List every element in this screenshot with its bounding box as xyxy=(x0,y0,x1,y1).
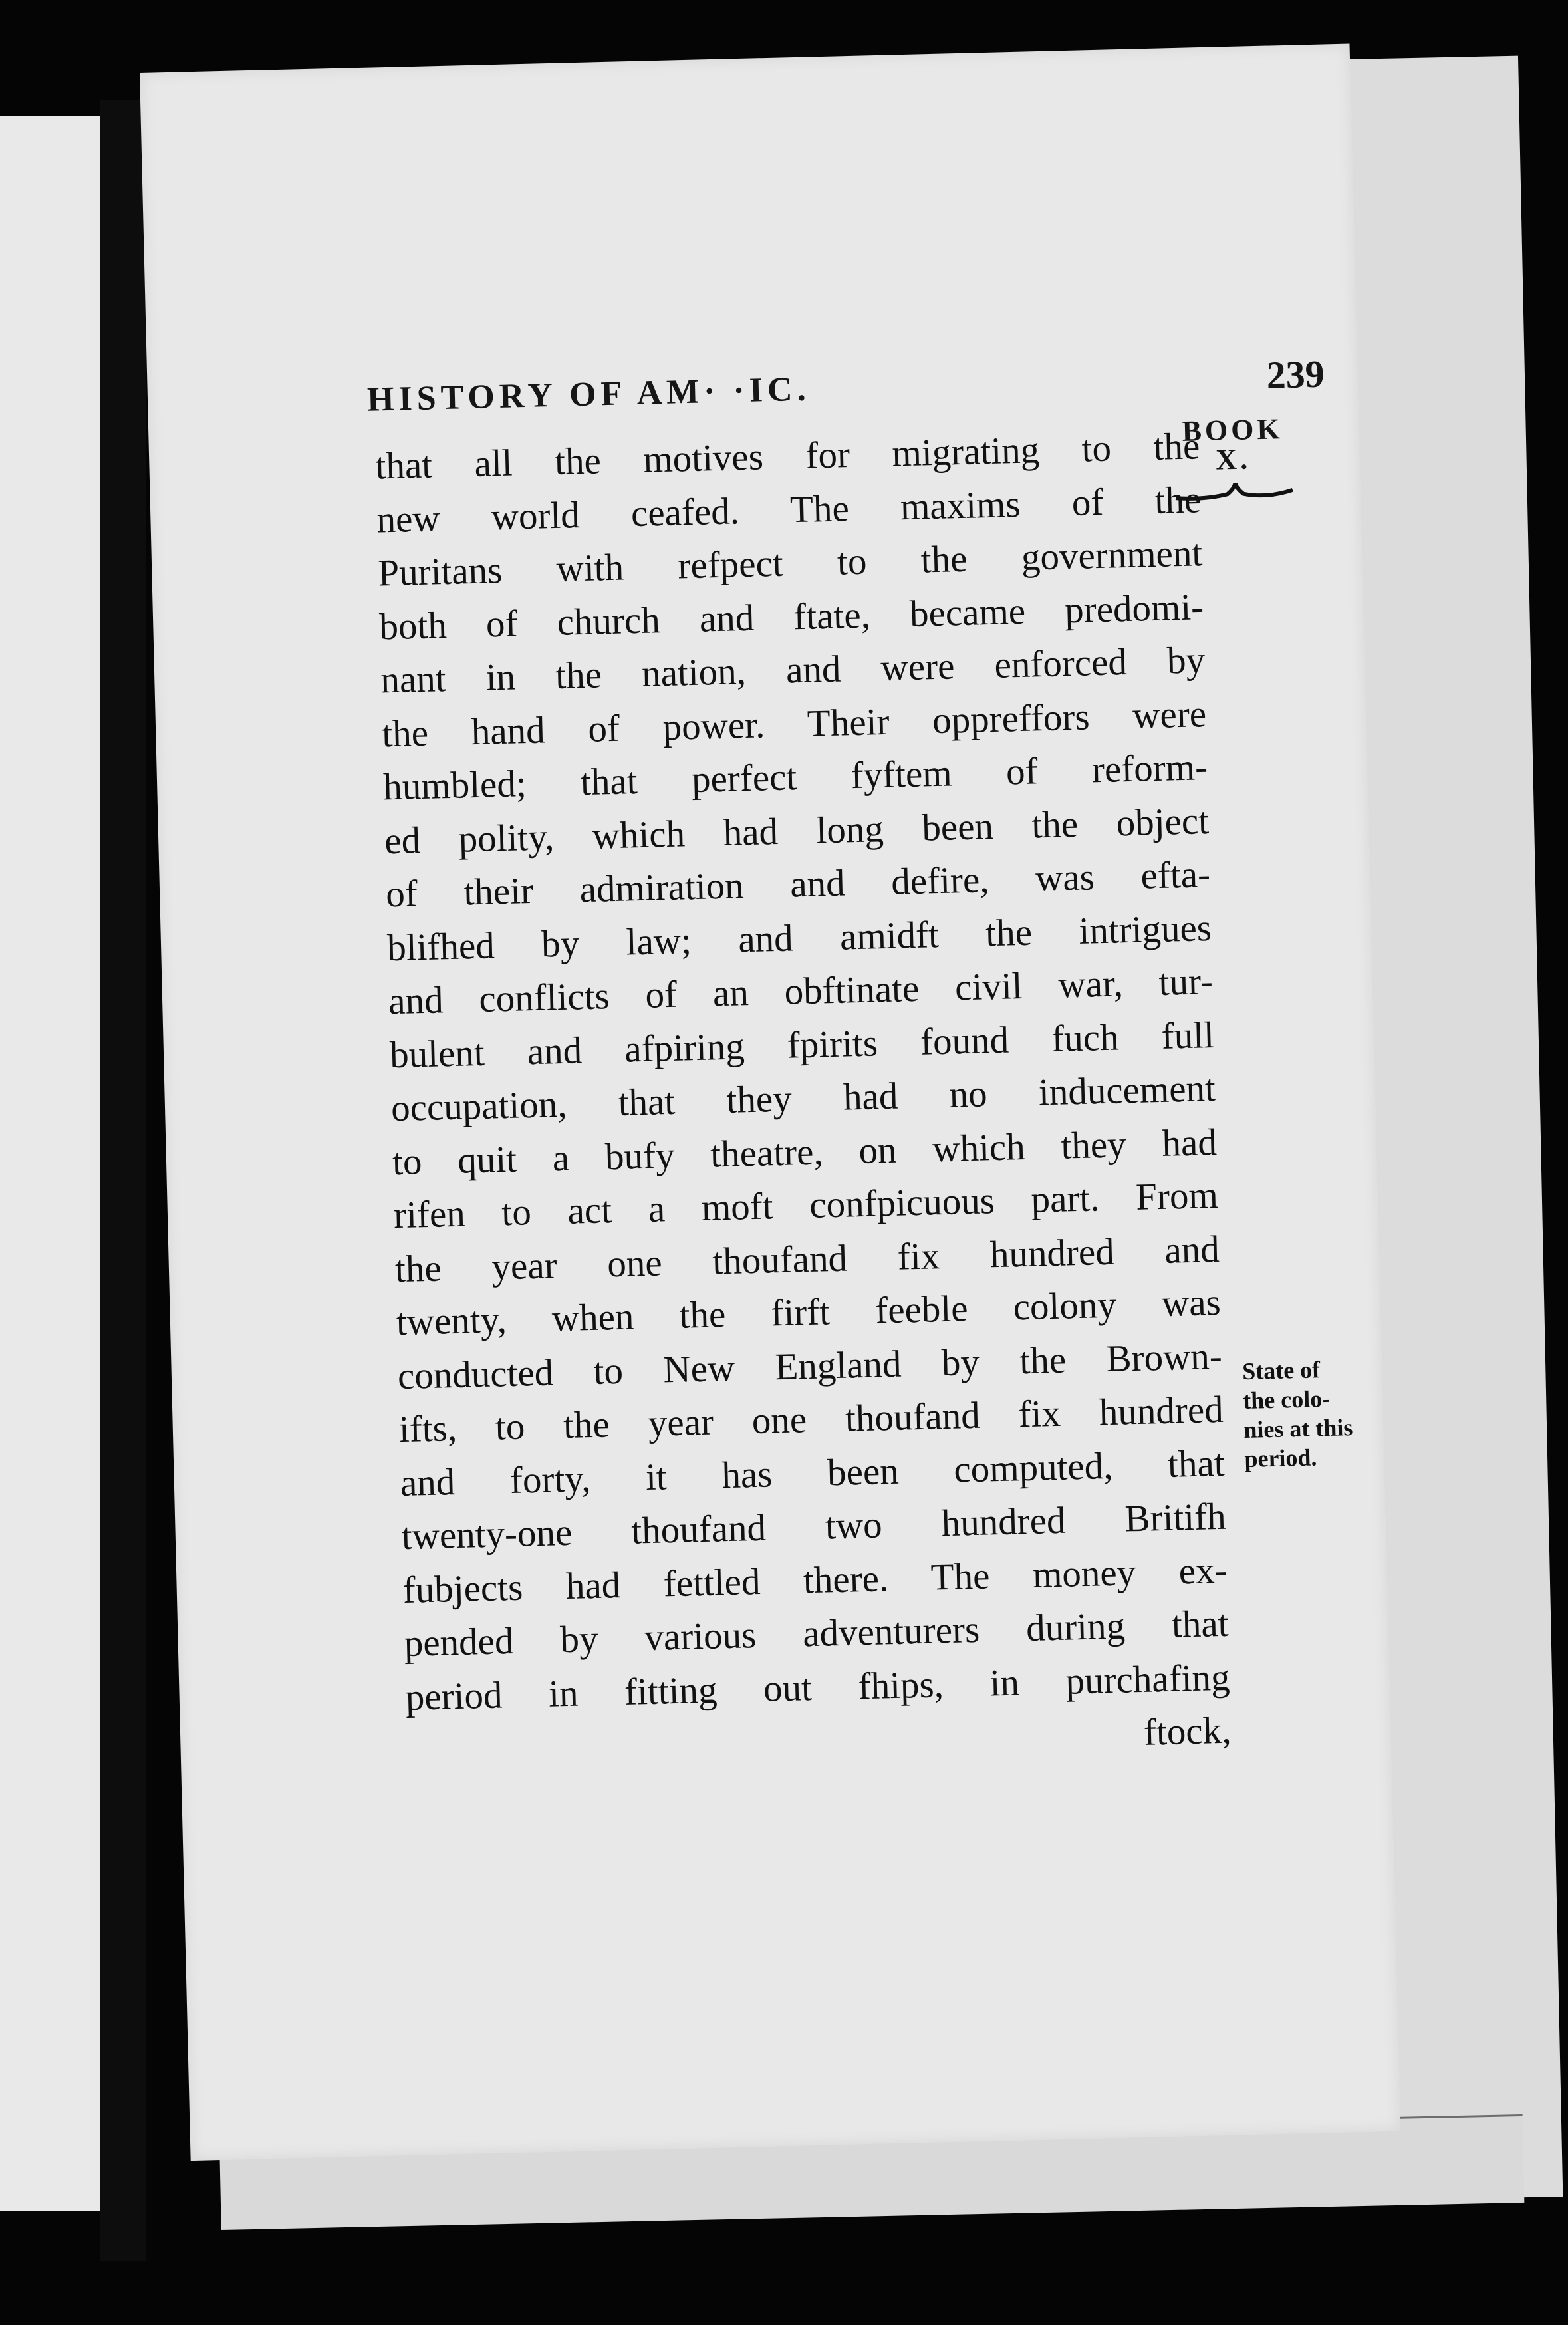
page-number: 239 xyxy=(1265,352,1325,397)
text-line: nant in the nation, and were enforced by xyxy=(380,639,1206,702)
text-line: and forty, it has been computed, that xyxy=(400,1442,1226,1504)
text-line: and conflicts of an obftinate civil war, tur- xyxy=(388,960,1214,1023)
book-label-word: BOOK xyxy=(1182,412,1284,448)
text-line: to quit a bufy theatre, on which they had xyxy=(392,1121,1218,1183)
catchword: ftock, xyxy=(1143,1709,1232,1754)
text-line: twenty, when the firft feeble colony was xyxy=(396,1281,1222,1344)
margin-note-line: the colo- xyxy=(1242,1385,1331,1415)
text-line: that all the motives for migrating to the xyxy=(374,425,1200,487)
book-binding-gutter xyxy=(100,100,146,2261)
text-line: the hand of power. Their oppreffors were xyxy=(381,692,1207,755)
text-line: bulent and afpiring fpirits found fuch full xyxy=(389,1014,1215,1076)
margin-note-line: period. xyxy=(1243,1444,1317,1473)
text-line: both of church and ftate, became predomi- xyxy=(378,585,1204,648)
text-line: of their admiration and defire, was efta- xyxy=(385,853,1211,916)
text-line: conducted to New England by the Brown- xyxy=(397,1335,1223,1397)
text-line: ifts, to the year one thoufand fix hundred xyxy=(398,1388,1224,1451)
book-label-number: X. xyxy=(1215,442,1251,476)
text-line: the year one thoufand fix hundred and xyxy=(394,1228,1220,1290)
margin-note-line: nies at this xyxy=(1243,1414,1353,1444)
text-line: pended by various adventurers during that xyxy=(404,1602,1230,1665)
text-line: occupation, that they had no inducement xyxy=(390,1067,1216,1130)
left-facing-page-edge xyxy=(0,116,102,2211)
text-line: twenty-one thoufand two hundred Britifh xyxy=(401,1495,1227,1558)
running-title: HISTORY OF AM· ·IC. xyxy=(366,370,811,419)
text-line: blifhed by law; and amidft the intrigues xyxy=(386,906,1212,969)
text-line: humbled; that perfect fyftem of reform- xyxy=(382,746,1208,809)
text-line: Puritans with refpect to the government xyxy=(377,532,1203,595)
text-line: rifen to act a moft confpicuous part. From xyxy=(393,1174,1219,1237)
book-page xyxy=(140,44,1400,2161)
text-line: ed polity, which had long been the object xyxy=(384,799,1210,862)
margin-note-line: State of xyxy=(1241,1356,1321,1385)
text-line: period in fitting out fhips, in purchafing xyxy=(405,1656,1231,1718)
text-line: fubjects had fettled there. The money ex- xyxy=(402,1549,1228,1611)
text-line: new world ceafed. The maxims of the xyxy=(376,478,1202,541)
margin-note xyxy=(1242,1353,1398,1474)
body-text xyxy=(375,420,1232,1778)
